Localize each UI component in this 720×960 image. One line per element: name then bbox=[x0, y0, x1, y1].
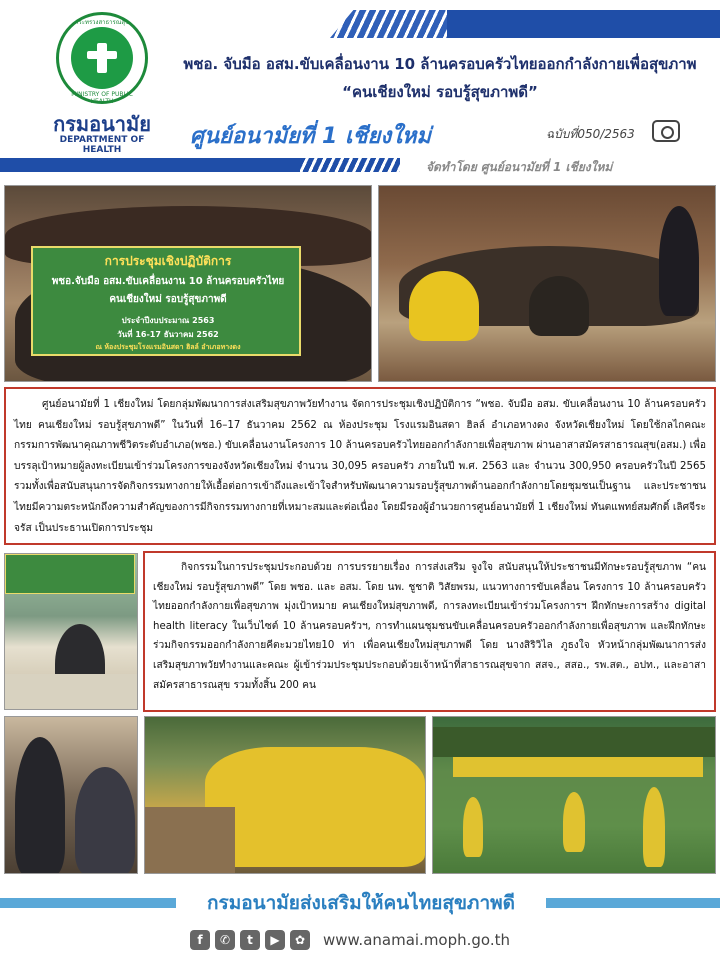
photo-participants bbox=[4, 716, 138, 874]
header bbox=[0, 0, 720, 185]
projector-screen bbox=[5, 554, 135, 594]
paragraph-1-text: ศูนย์อนามัยที่ 1 เชียงใหม่ โดยกลุ่มพัฒนาการส่งเสริมสุขภาพวัยทำงาน จัดการประชุมเชิงปฏิบัติการ “พชอ. จับมือ อสม. ขับเคลื่อนงาน 10 ล้านครอบครัวไทย คนเชียงใหม่ รอบรู้สุขภาพดี” ในวันที่ 16–17 ธันวาคม 2562 ณ ห้องประชุม โรงแรมอินสดา ฮิลล์ อำเภอหางดง จังหวัดเชียงใหม่ โดยใช้กลไกคณะกรรมการพัฒนาคุณภาพชีวิตระดับอำเภอ(พชอ.) ขับเคลื่อนงานโครงการ 10 ล้านครอบครัวไทยออกกำลังกายเพื่อสุขภาพ ผ่านอาสาสมัครสาธารณสุข(อสม.) เพื่อบรรลุเป้าหมายผู้ลงทะเบียนเข้าร่วมโครงการของจังหวัดเชียงใหม่ จำนวน 30,095 ครอบครัว ภายในปี พ.ศ. 2563 และ จำนวน 300,950 ครอบครัวในปี 2565 รวมทั้งเพื่อสนับสนุนการจัดกิจกรรมทางกายให้เอื้อต่อการเข้าถึงและเข้าใจสำหรับพัฒนาความรอบรู้สุขภาพด้านออกกำลังกายโดยชุมชนเป็นฐาน และประชาชนไทยมีความตระหนักถึงความสำคัญของการมีกิจกรรมทางกายที่เหมาะสมและต่อเนื่อง โดยมีรองผู้อำนวยการศูนย์อนามัยที่ 1 เชียงใหม่ ทันตแพทย์สมศักดิ์ เลิศจีระจรัส เป็นประธานเปิดการประชุม bbox=[14, 399, 706, 534]
org-name-thai: กรมอนามัย bbox=[53, 112, 151, 136]
decorative-stripes bbox=[330, 10, 720, 38]
banner-line-4: ประจำปีงบประมาณ 2563 bbox=[121, 316, 215, 325]
line-icon[interactable]: ✆ bbox=[215, 930, 235, 950]
ministry-logo-icon bbox=[56, 12, 148, 104]
decorative-band bbox=[0, 158, 300, 172]
footer bbox=[0, 888, 720, 926]
banner-line-2: พชอ.จับมือ อสม.ขับเคลื่อนงาน 10 ล้านครอบครัวไทย bbox=[51, 276, 285, 287]
photo-exercise-outdoor bbox=[144, 716, 426, 874]
banner-line-3: คนเชียงใหม่ รอบรู้สุขภาพดี bbox=[109, 294, 227, 305]
event-banner bbox=[31, 246, 301, 356]
footer-stripe-right bbox=[546, 898, 720, 908]
center-name: ศูนย์อนามัยที่ 1 เชียงใหม่ bbox=[190, 124, 431, 149]
photo-speaker bbox=[4, 553, 138, 710]
website-link[interactable]: www.anamai.moph.go.th bbox=[323, 931, 511, 949]
web-icon[interactable]: ✿ bbox=[290, 930, 310, 950]
article-paragraph-1 bbox=[4, 387, 716, 545]
logo-ring-top: กระทรวงสาธารณสุข bbox=[74, 19, 130, 26]
social-links bbox=[190, 926, 510, 954]
footer-slogan: กรมอนามัยส่งเสริมให้คนไทยสุขภาพดี bbox=[206, 892, 515, 914]
headline-line-1: พชอ. จับมือ อสม.ขับเคลื่อนงาน 10 ล้านครอบครัวไทยออกกำลังกายเพื่อสุขภาพ bbox=[183, 55, 697, 73]
banner-line-5: วันที่ 16-17 ธันวาคม 2562 bbox=[117, 330, 219, 339]
photo-group-banner bbox=[4, 185, 372, 382]
org-name-english: DEPARTMENT OF HEALTH bbox=[59, 135, 145, 155]
facebook-icon[interactable]: f bbox=[190, 930, 210, 950]
photo-meeting-room bbox=[378, 185, 716, 382]
paragraph-2-text: กิจกรรมในการประชุมประกอบด้วย การบรรยายเรื่อง การส่งเสริม จูงใจ สนับสนุนให้ประชาชนมีทักษะรอบรู้สุขภาพ “คนเชียงใหม่ รอบรู้สุขภาพดี” โดย พชอ. และ อสม. โดย นพ. ชูชาติ วิสัยพรม, แนวทางการขับเคลื่อน โครงการ 10 ล้านครอบครัวไทยออกกำลังกายเพื่อสุขภาพ มุ่งเป้าหมาย คนเชียงใหม่สุขภาพดี, การลงทะเบียนเข้าร่วมโครงการฯ ฝึกทักษะการสร้าง digital health literacy ในเว็บไซต์ 10 ล้านครอบครัวฯ, การทำแผนชุมชนขับเคลื่อนครอบครัวออกกำลังกายเพื่อสุขภาพ และฝึกทักษะร่วมกิจกรรมออกกำลังกายคีตะมวยไทย10 ท่า เพื่อคนเชียงใหม่สุขภาพดี โดย นางสิริวิไล ภูธงใจ หัวหน้ากลุ่มพัฒนาการส่งเสริมสุขภาพวัยทำงานและคณะ ผู้เข้าร่วมประชุมประกอบด้วยเจ้าหน้าที่สาธารณสุขจาก สสจ., สสอ., รพ.สต., อปท., และอาสาสมัครสาธารณสุข รวมทั้งสิ้น 200 คน bbox=[153, 562, 706, 691]
issue-number: ฉบับที่050/2563 bbox=[546, 127, 635, 141]
banner-line-1: การประชุมเชิงปฏิบัติการ bbox=[104, 254, 232, 268]
twitter-icon[interactable]: t bbox=[240, 930, 260, 950]
youtube-icon[interactable]: ▶ bbox=[265, 930, 285, 950]
photo-exercise-field bbox=[432, 716, 716, 874]
banner-line-6: ณ ห้องประชุมโรงแรมอินสดา ฮิลล์ อำเภอทางดง bbox=[95, 343, 241, 351]
logo-ring-bottom: MINISTRY OF PUBLIC HEALTH bbox=[71, 91, 133, 105]
article-paragraph-2 bbox=[143, 551, 716, 712]
organizer-credit: จัดทำโดย ศูนย์อนามัยที่ 1 เชียงใหม่ bbox=[426, 160, 613, 174]
headline-line-2: “คนเชียงใหม่ รอบรู้สุขภาพดี” bbox=[342, 83, 538, 101]
footer-stripe-left bbox=[0, 898, 176, 908]
logo-emblem bbox=[71, 27, 133, 89]
camera-icon bbox=[652, 120, 680, 142]
